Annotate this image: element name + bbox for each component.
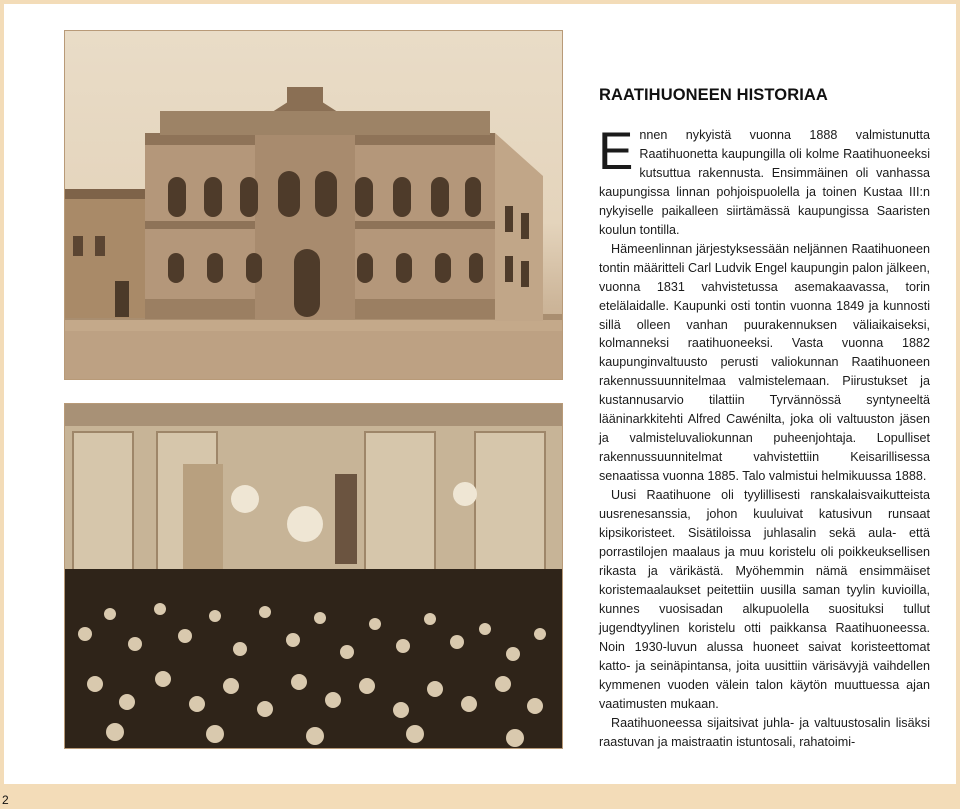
drop-cap: E (598, 122, 634, 181)
article-body (598, 122, 930, 751)
paragraph-text: nnen nykyistä vuonna 1888 valmistunutta Raatihuonetta kaupungilla oli kolme Raatihuoneeksi kutsuttua rakennusta. Ensimmäinen oli vanhassa kaupungissa linnan pohjoispuolella ja toinen Kustaa III:n nykyiselle paikalleen siirtämässä kaupungissa Saaristen koulun tontilla. (599, 128, 930, 237)
town-hall-building-photo-icon (65, 31, 562, 379)
banquet-hall-crowd-photo-icon (65, 404, 562, 748)
article-paragraph: Hämeenlinnan järjestyksessään neljännen Raatihuoneen tontin määritteli Carl Ludvik Engel kaupungin palon jälkeen, vuonna 1831 vahvistetussa asemakaavassa, torin etelälaidalle. Kaupunki osti tontin vuonna 1849 ja kunnosti sillä olleen vanhan puurakennuksen väliaikaiseksi, kolmanneksi raatihuoneeksi. Vasta vuonna 1882 kaupunginvaltuusto perusti valiokunnan Raatihuoneen rakennussuunnitelmaa valmistelemaan. Piirustukset ja kustannusarvio tilattiin Tyrvännössä syntyneeltä lääninarkkitehti Alfred Cawénilta, joka oli valtuuston jäsen ja valmisteluvaliokunnan puheenjohtaja. Lopulliset rakennussuunnitelmat vahvistettiin Keisarillisessa senaatissa vuonna 1885. Talo valmistui helmikuussa 1888. (599, 241, 930, 484)
page-number: 2 (2, 793, 9, 807)
article-paragraph: Uusi Raatihuone oli tyylillisesti ranskalaisvaikutteista uusrenesanssia, johon kuuluivat katusivun runsaat kipsikoristeet. Sisätiloissa juhlasalin sekä aula- että porrastilojen maalaus ja muu koristelu oli poikkeuksellisen rikasta ja värikästä. Myöhemmin nämä ensimmäiset koristemaalaukset peitettiin uusilla saman tyylin kuvioilla, kunnes vuosisadan alkupuolella suosituksi tullut jugendtyylinen koristelu otti paikkansa Raatihuoneessa. Noin 1930-luvun alussa huoneet saivat koristeettomat katto- ja seinäpintansa, joita uusittiin värisävyjä vaihdellen kymmenen vuoden välein talon käytön muuttuessa ajan vaatimusten mukaan. (599, 488, 930, 711)
banquet-hall-photo (64, 403, 563, 749)
article-paragraph (598, 122, 930, 240)
town-hall-photo (64, 30, 563, 380)
article-title: RAATIHUONEEN HISTORIAA (599, 86, 828, 104)
article-paragraph: Raatihuoneessa sijaitsivat juhla- ja valtuustosalin lisäksi raastuvan ja maistraatin istuntosali, rahatoimi- (599, 715, 930, 749)
